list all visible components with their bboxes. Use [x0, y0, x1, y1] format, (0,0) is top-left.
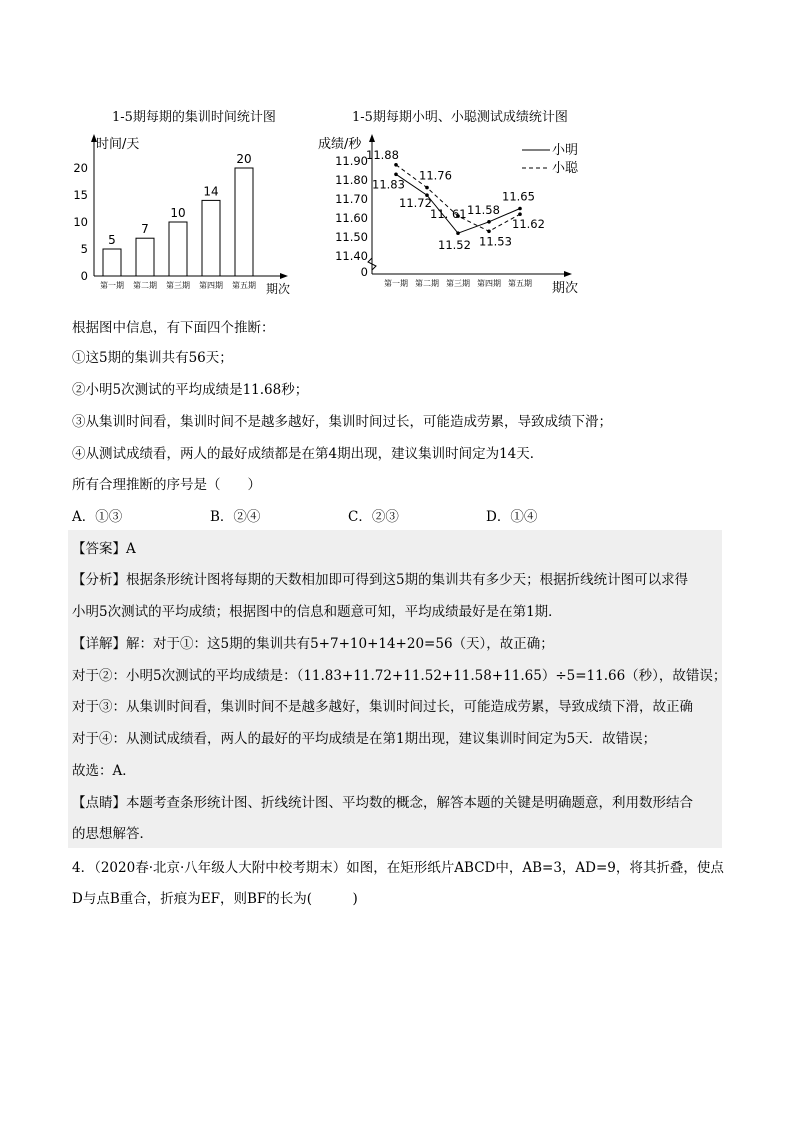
detail-line-1: 【详解】解：对于①：这5期的集训共有5+7+10+14+20=56（天），故正确； [72, 636, 554, 652]
line-x-label: 期次 [552, 281, 579, 296]
answer-line: 【答案】A [72, 541, 136, 557]
bar-y-tick: 0 [80, 269, 88, 283]
bar [235, 168, 253, 276]
data-label: 11.88 [366, 147, 399, 162]
data-label: 11.62 [512, 217, 545, 232]
option-b: B．②④ [210, 509, 261, 525]
bar [202, 200, 220, 276]
data-label: 11. 61 [430, 207, 467, 222]
next-question-line-1: 4．（2020春·北京·八年级人大附中校考期末）如图，在矩形纸片ABCD中，AB=3，AD=9，将其折叠，使点 [72, 860, 724, 876]
bar-category-label: 第一期 [100, 281, 124, 290]
question-intro: 根据图中信息，有下面四个推断： [72, 320, 275, 336]
comment-line-1: 【点睛】本题考查条形统计图、折线统计图、平均数的概念，解答本题的关键是明确题意，利用数形结合 [72, 795, 693, 811]
line-y-tick: 11.60 [335, 211, 368, 225]
data-label: 11.53 [479, 234, 512, 249]
inference-2: ②小明5次测试的平均成绩是11.68秒； [72, 382, 309, 398]
data-point [394, 173, 398, 177]
option-c: C．②③ [348, 509, 399, 525]
line-y-tick: 11.40 [335, 249, 368, 263]
line-chart [310, 128, 600, 298]
bar-x-arrow [280, 273, 288, 279]
line-y-tick: 0 [360, 265, 368, 279]
bar-y-label: 时间/天 [96, 137, 140, 152]
bar-category-label: 第五期 [232, 281, 256, 290]
data-point [518, 207, 522, 211]
bar-y-tick: 20 [73, 161, 88, 175]
line-category-label: 第三期 [446, 279, 470, 288]
bar-value-label: 20 [236, 152, 252, 166]
comment-line-2: 的思想解答． [72, 826, 153, 842]
data-label: 11.52 [438, 238, 471, 253]
line-category-label: 第一期 [384, 279, 408, 288]
bar-category-label: 第四期 [199, 281, 223, 290]
data-point [487, 220, 491, 224]
detail-line-4: 对于④：从测试成绩看，两人的最好的平均成绩是在第1期出现，建议集训时间定为5天．故错误； [72, 731, 657, 747]
question-prompt: 所有合理推断的序号是（ ） [72, 477, 261, 493]
data-label: 11.65 [502, 189, 535, 204]
line-category-label: 第五期 [508, 279, 532, 288]
inference-4: ④从测试成绩看，两人的最好成绩都是在第4期出现，建议集训时间定为14天． [72, 446, 544, 462]
legend-label: 小聪 [552, 161, 579, 176]
data-point [425, 186, 429, 190]
data-label: 11.72 [399, 196, 432, 211]
inference-3: ③从集训时间看，集训时间不是越多越好，集训时间过长，可能造成劳累，导致成绩下滑； [72, 414, 612, 430]
line-chart-title: 1-5期每期小明、小聪测试成绩统计图 [352, 110, 568, 125]
bar-x-label: 期次 [266, 282, 291, 296]
inference-1: ①这5期的集训共有56天； [72, 350, 233, 366]
data-label: 11.76 [419, 168, 452, 183]
data-point [487, 230, 491, 234]
bar-value-label: 14 [203, 184, 219, 199]
line-y-arrow [369, 134, 375, 142]
line-y-tick: 11.70 [335, 192, 368, 206]
analysis-line-2: 小明5次测试的平均成绩；根据图中的信息和题意可知，平均成绩最好是在第1期． [72, 604, 562, 620]
next-question-line-2: D与点B重合，折痕为EF，则BF的长为( ) [72, 891, 358, 907]
legend-label: 小明 [552, 143, 579, 158]
line-category-label: 第二期 [415, 279, 439, 288]
bar-chart-title: 1-5期每期的集训时间统计图 [112, 110, 276, 125]
bar [136, 238, 154, 276]
analysis-line-1: 【分析】根据条形统计图将每期的天数相加即可得到这5期的集训共有多少天；根据折线统计图可以求得 [72, 572, 689, 588]
data-point [394, 163, 398, 167]
detail-line-3: 对于③：从集训时间看，集训时间不是越多越好，集训时间过长，可能造成劳累，导致成绩下滑，故正确 [72, 699, 693, 715]
bar-value-label: 10 [170, 206, 186, 220]
data-label: 11.58 [467, 202, 500, 217]
data-label: 11.83 [372, 177, 405, 192]
line-y-label: 成绩/秒 [318, 137, 362, 152]
line-y-tick: 11.90 [335, 154, 368, 168]
line-x-arrow [564, 271, 572, 277]
bar-category-label: 第三期 [166, 281, 190, 290]
data-point [456, 231, 460, 235]
bar-value-label: 7 [141, 222, 149, 237]
option-d: D．①④ [486, 509, 538, 525]
data-point [518, 212, 522, 216]
bar [103, 249, 121, 276]
bar-category-label: 第二期 [133, 281, 157, 290]
bar [169, 222, 187, 276]
detail-line-2: 对于②：小明5次测试的平均成绩是：（11.83+11.72+11.52+11.58+11.65）÷5=11.66（秒），故错误； [72, 668, 727, 684]
bar-chart [70, 128, 300, 298]
bar-y-tick: 10 [73, 215, 88, 229]
bar-y-tick: 15 [73, 188, 88, 202]
choose-line: 故选：A． [72, 763, 136, 779]
line-y-tick: 11.80 [335, 173, 368, 187]
bar-value-label: 5 [108, 233, 116, 247]
bar-y-tick: 5 [80, 242, 88, 256]
line-y-tick: 11.50 [335, 230, 368, 244]
line-category-label: 第四期 [477, 279, 501, 288]
option-a: A．①③ [72, 509, 123, 525]
